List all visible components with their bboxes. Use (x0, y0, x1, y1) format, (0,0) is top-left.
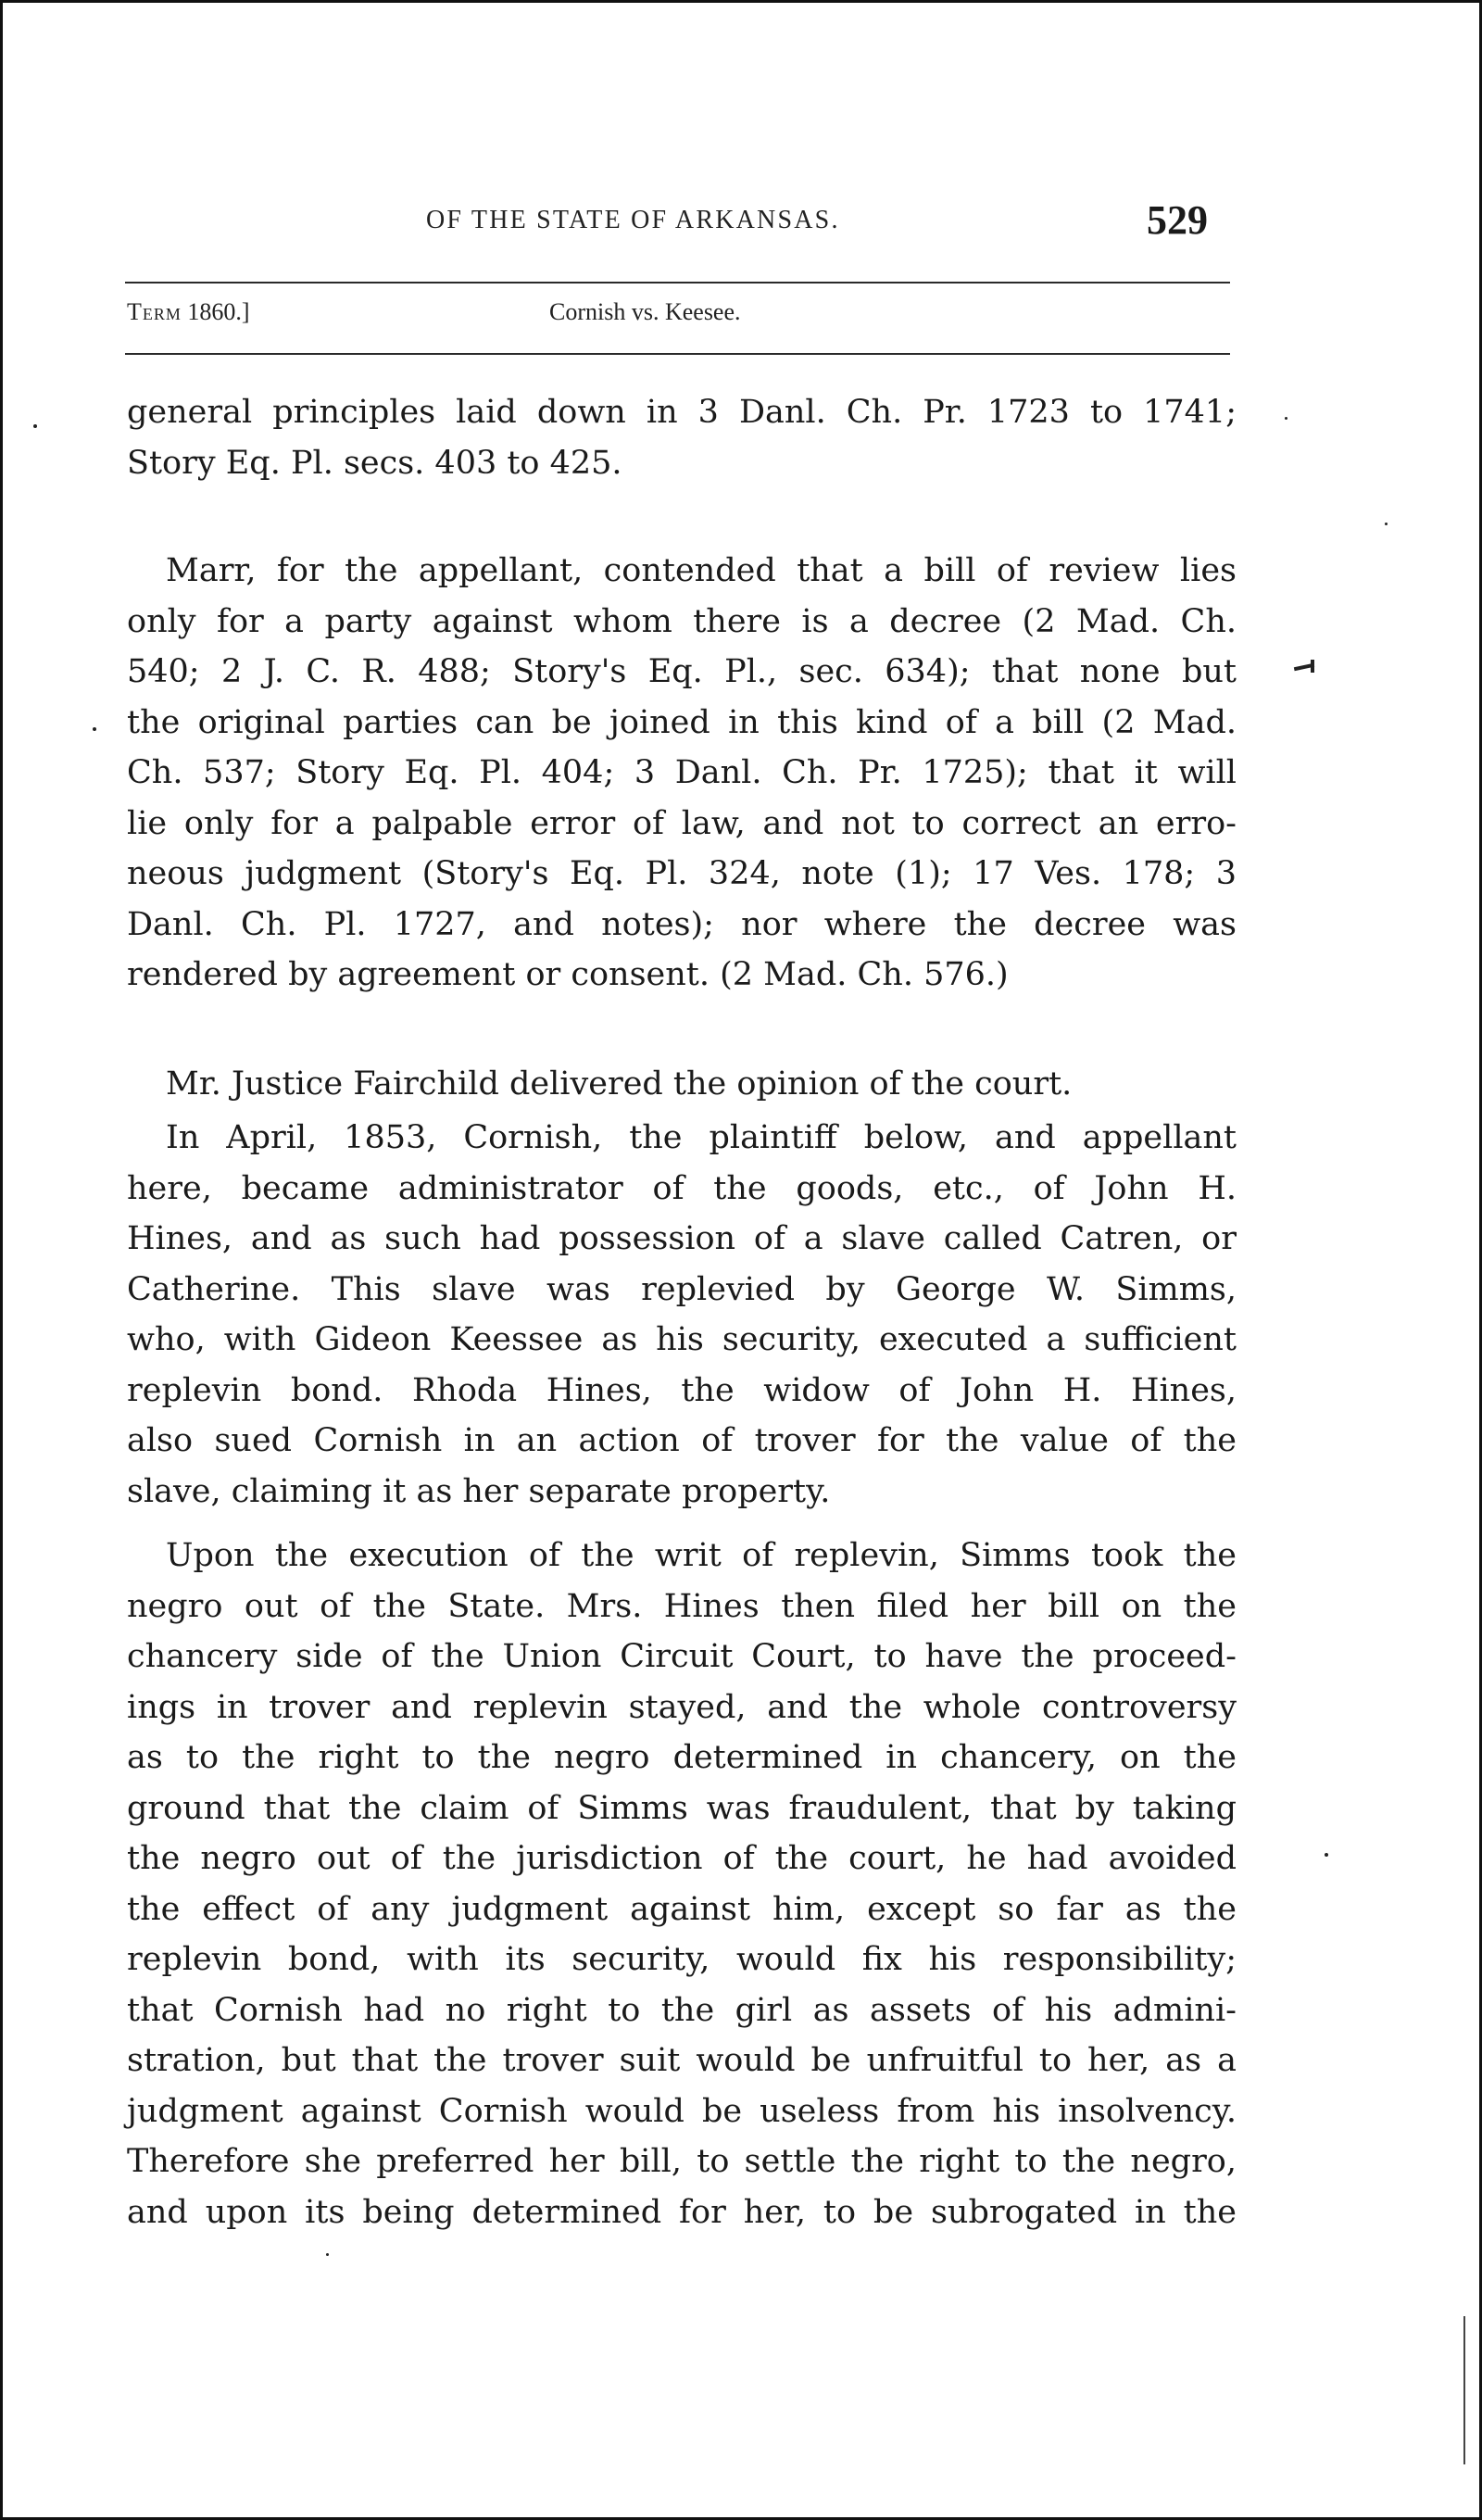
paragraph-facts (127, 1113, 1237, 1517)
text-line: ground that the claim of Simms was fraudulent, that by taking (127, 1789, 1237, 1827)
scan-border-left (0, 0, 3, 2520)
paragraph-proceedings (127, 1531, 1237, 2237)
text-line: Mr. Justice Fairchild delivered the opinion of the court. (166, 1065, 1073, 1102)
text-line: that Cornish had no right to the girl as assets of his admini- (127, 1991, 1237, 2029)
text-line: ings in trover and replevin stayed, and the whole controversy (127, 1688, 1237, 1726)
text-line: as to the right to the negro determined in chancery, on the (127, 1739, 1237, 1776)
term-word: Term (127, 298, 182, 325)
text-line: neous judgment (Story's Eq. Pl. 324, note (1); 17 Ves. 178; 3 (127, 855, 1237, 892)
text-line: Ch. 537; Story Eq. Pl. 404; 3 Danl. Ch. Pr. 1725); that it will (127, 754, 1237, 791)
margin-pen-mark (1311, 660, 1314, 673)
scan-speck (1285, 417, 1287, 420)
text-line: the negro out of the jurisdiction of the court, he had avoided (127, 1840, 1237, 1877)
text-line: rendered by agreement or consent. (2 Mad. Ch. 576.) (127, 956, 1009, 993)
text-line: Story Eq. Pl. secs. 403 to 425. (127, 444, 622, 482)
text-line: Therefore she preferred her bill, to settle the right to the negro, (127, 2143, 1237, 2180)
text-line: lie only for a palpable error of law, and not to correct an erro- (127, 804, 1237, 842)
text-line: stration, but that the trover suit would be unfruitful to her, as a (127, 2042, 1237, 2079)
term-label (127, 298, 250, 326)
text-line: negro out of the State. Mrs. Hines then filed her bill on the (127, 1587, 1237, 1625)
text-line: Catherine. This slave was replevied by George W. Simms, (127, 1270, 1237, 1308)
text-line: Marr, for the appellant, contended that a bill of review lies (166, 552, 1237, 589)
text-line: replevin bond, with its security, would fix his responsibility; (127, 1941, 1237, 1978)
scan-speck (326, 2253, 329, 2256)
text-line: the original parties can be joined in this kind of a bill (2 Mad. (127, 703, 1237, 741)
text-line: general principles laid down in 3 Danl. Ch. Pr. 1723 to 1741; (127, 394, 1237, 431)
paragraph-opinion-intro (127, 1059, 1237, 1110)
header-rule-bottom (125, 353, 1230, 355)
header-rule-top (125, 282, 1230, 284)
text-line: 540; 2 J. C. R. 488; Story's Eq. Pl., sec. 634); that none but (127, 653, 1237, 690)
text-line: and upon its being determined for her, to be subrogated in the (127, 2193, 1237, 2231)
paragraph-continuation (127, 387, 1237, 488)
text-line: Danl. Ch. Pl. 1727, and notes); nor where the decree was (127, 905, 1237, 943)
text-line: only for a party against whom there is a decree (2 Mad. Ch. (127, 602, 1237, 640)
text-line: here, became administrator of the goods, etc., of John H. (127, 1169, 1237, 1207)
case-name: Cornish vs. Keesee. (549, 298, 741, 325)
text-line: In April, 1853, Cornish, the plaintiff below, and appellant (166, 1119, 1237, 1156)
scan-speck (33, 424, 37, 428)
text-line: replevin bond. Rhoda Hines, the widow of John H. Hines, (127, 1371, 1237, 1409)
scan-speck (1385, 523, 1388, 525)
scan-speck (1325, 1853, 1328, 1857)
term-year: 1860.] (187, 298, 250, 325)
text-line: also sued Cornish in an action of trover for the value of the (127, 1422, 1237, 1459)
scan-border-top (0, 0, 1482, 3)
text-line: judgment against Cornish would be useless from his insolvency. (127, 2092, 1237, 2130)
edge-shadow (1463, 2316, 1465, 2464)
text-line: chancery side of the Union Circuit Court, to have the proceed- (127, 1638, 1237, 1675)
paragraph-counsel-argument (127, 546, 1237, 1001)
text-line: slave, claiming it as her separate property. (127, 1472, 831, 1510)
page-number: 529 (1147, 197, 1208, 243)
text-line: the effect of any judgment against him, except so far as the (127, 1890, 1237, 1928)
text-line: Upon the execution of the writ of replevin, Simms took the (166, 1537, 1237, 1574)
running-title: OF THE STATE OF ARKANSAS. (426, 206, 840, 234)
scan-speck (93, 727, 96, 731)
text-line: who, with Gideon Keessee as his security, executed a sufficient (127, 1321, 1237, 1358)
text-line: Hines, and as such had possession of a slave called Catren, or (127, 1220, 1237, 1257)
